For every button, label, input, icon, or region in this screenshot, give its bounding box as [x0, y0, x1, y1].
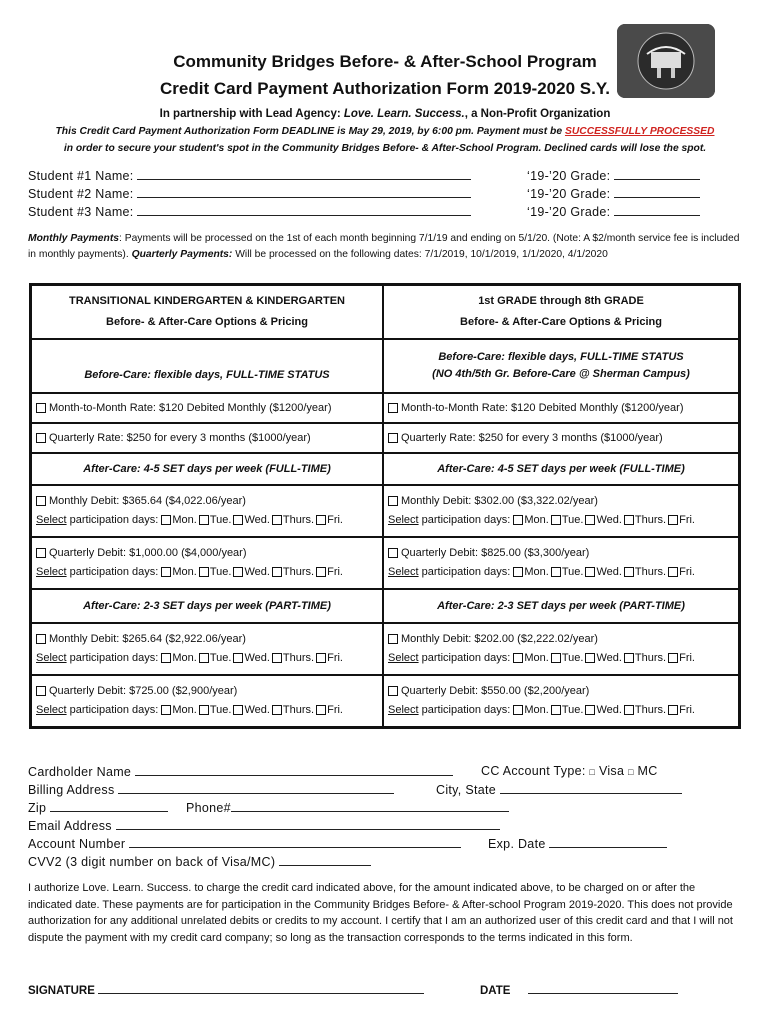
- day-option-fri[interactable]: [668, 704, 695, 716]
- participation-days-label: participation days:: [66, 514, 162, 526]
- day-label: Thurs.: [634, 566, 667, 578]
- zip-row[interactable]: [28, 800, 168, 815]
- day-option-mon[interactable]: [161, 652, 196, 664]
- day-option-tue[interactable]: [551, 566, 584, 578]
- day-label: Tue.: [561, 652, 584, 664]
- tk-k-month-to-month-option[interactable]: [31, 393, 384, 423]
- day-label: Thurs.: [634, 704, 667, 716]
- account-number-field[interactable]: [129, 836, 461, 848]
- student-2-row[interactable]: [28, 186, 471, 201]
- day-option-thurs[interactable]: [624, 652, 666, 664]
- day-option-mon[interactable]: [513, 514, 548, 526]
- day-option-tue[interactable]: [199, 652, 232, 664]
- grade-1-8-ft-monthly-label: Monthly Debit: $302.00 ($3,322.02/year): [401, 495, 598, 507]
- visa-checkbox-icon[interactable]: □: [589, 767, 596, 777]
- checkbox-icon[interactable]: [585, 705, 595, 715]
- city-state-label: City, State: [436, 783, 497, 797]
- day-label: Wed.: [244, 566, 270, 578]
- select-link: Select: [36, 514, 67, 526]
- checkbox-icon[interactable]: [668, 705, 678, 715]
- cardholder-name-field[interactable]: [135, 764, 453, 776]
- days-selector[interactable]: [36, 563, 378, 582]
- community-bridges-logo: [617, 24, 715, 98]
- days-selector[interactable]: [388, 563, 734, 582]
- checkbox-icon[interactable]: [668, 515, 678, 525]
- day-option-mon[interactable]: [513, 704, 548, 716]
- checkbox-icon[interactable]: [551, 567, 561, 577]
- checkbox-icon[interactable]: [388, 548, 398, 558]
- participation-days-label: participation days:: [418, 514, 514, 526]
- participation-days-label: participation days:: [418, 566, 514, 578]
- payments-note: [28, 231, 740, 263]
- checkbox-icon[interactable]: [551, 653, 561, 663]
- day-label: Fri.: [327, 566, 343, 578]
- student-3-label: Student #3 Name:: [28, 205, 134, 219]
- cvv-label: CVV2 (3 digit number on back of Visa/MC): [28, 855, 276, 869]
- participation-days-label: participation days:: [66, 566, 162, 578]
- partnership-prefix: In partnership with Lead Agency:: [159, 108, 344, 120]
- day-label: Mon.: [524, 704, 549, 716]
- grade-1-8-pt-monthly-option[interactable]: [383, 623, 740, 675]
- student-2-label: Student #2 Name:: [28, 187, 134, 201]
- day-option-mon[interactable]: [161, 514, 196, 526]
- checkbox-icon[interactable]: [36, 496, 46, 506]
- checkbox-icon[interactable]: [624, 705, 634, 715]
- day-label: Tue.: [561, 704, 584, 716]
- checkbox-icon[interactable]: [513, 705, 523, 715]
- days-selector[interactable]: [388, 701, 734, 720]
- grade-1-8-ft-monthly-option[interactable]: [383, 485, 740, 537]
- checkbox-icon[interactable]: [199, 705, 209, 715]
- tk-k-ft-monthly-option[interactable]: [31, 485, 384, 537]
- checkbox-icon[interactable]: [272, 653, 282, 663]
- checkbox-icon[interactable]: [233, 515, 243, 525]
- day-option-wed[interactable]: [585, 514, 621, 526]
- checkbox-icon[interactable]: [161, 705, 171, 715]
- day-option-fri[interactable]: [316, 652, 343, 664]
- tk-k-month-to-month-label: Month-to-Month Rate: $120 Debited Monthly ($1200/year): [49, 402, 332, 414]
- select-link: Select: [388, 704, 419, 716]
- day-label: Wed.: [596, 514, 622, 526]
- tk-k-before-care-header: [31, 339, 384, 393]
- checkbox-icon[interactable]: [388, 403, 398, 413]
- day-label: Fri.: [327, 652, 343, 664]
- zip-field[interactable]: [50, 800, 168, 812]
- grade-1-8-month-to-month-label: Month-to-Month Rate: $120 Debited Monthly ($1200/year): [401, 402, 684, 414]
- checkbox-icon[interactable]: [624, 567, 634, 577]
- grade-1-8-before-care-header: [383, 339, 740, 393]
- day-label: Fri.: [327, 704, 343, 716]
- grade-1-8-before-care-note: (NO 4th/5th Gr. Before-Care @ Sherman Campus): [432, 368, 690, 380]
- day-option-tue[interactable]: [199, 514, 232, 526]
- student-1-name-field[interactable]: [137, 168, 471, 180]
- student-1-grade[interactable]: [527, 168, 700, 183]
- checkbox-icon[interactable]: [161, 515, 171, 525]
- account-number-row[interactable]: [28, 836, 461, 851]
- day-label: Mon.: [524, 652, 549, 664]
- monthly-payments-text: : Payments will be processed on the 1st of each month beginning 7/1/19 and ending on 5/1/20. (Note: A $2/month service fee is included in monthly payments).: [28, 233, 740, 260]
- day-option-fri[interactable]: [668, 514, 695, 526]
- city-state-row[interactable]: [436, 782, 682, 797]
- day-option-wed[interactable]: [585, 652, 621, 664]
- billing-address-label: Billing Address: [28, 783, 115, 797]
- day-option-mon[interactable]: [513, 566, 548, 578]
- grade-1-8-quarterly-option[interactable]: [383, 423, 740, 453]
- checkbox-icon[interactable]: [624, 653, 634, 663]
- day-option-tue[interactable]: [551, 514, 584, 526]
- deadline-text: This Credit Card Payment Authorization Form DEADLINE is May 29, 2019, by 6:00 pm. Payment must be: [55, 126, 565, 137]
- day-label: Thurs.: [634, 652, 667, 664]
- tk-k-before-care-label: Before-Care: flexible days, FULL-TIME STATUS: [84, 369, 330, 381]
- grade-1-8-ft-quarterly-option[interactable]: [383, 537, 740, 589]
- checkbox-icon[interactable]: [388, 634, 398, 644]
- checkbox-icon[interactable]: [551, 515, 561, 525]
- partnership-suffix: , a Non-Profit Organization: [464, 108, 611, 120]
- signature-row[interactable]: [28, 982, 424, 997]
- partnership-agency: Love. Learn. Success.: [343, 108, 465, 120]
- day-label: Wed.: [244, 704, 270, 716]
- day-label: Fri.: [327, 514, 343, 526]
- day-option-fri[interactable]: [668, 566, 695, 578]
- date-row[interactable]: [480, 982, 678, 997]
- day-label: Mon.: [172, 652, 197, 664]
- city-state-field[interactable]: [500, 782, 682, 794]
- tk-k-full-time-header: After-Care: 4-5 SET days per week (FULL-TIME): [31, 453, 384, 485]
- checkbox-icon[interactable]: [233, 567, 243, 577]
- grade-1-8-header: [383, 285, 740, 340]
- student-3-row[interactable]: [28, 204, 471, 219]
- day-option-thurs[interactable]: [624, 514, 666, 526]
- day-option-tue[interactable]: [199, 704, 232, 716]
- checkbox-icon[interactable]: [199, 653, 209, 663]
- student-3-name-field[interactable]: [137, 204, 471, 216]
- form-title-line2: Credit Card Payment Authorization Form 2019-2020 S.Y.: [160, 79, 610, 98]
- checkbox-icon[interactable]: [668, 567, 678, 577]
- select-link: Select: [36, 566, 67, 578]
- email-field[interactable]: [116, 818, 500, 830]
- quarterly-payments-label: Quarterly Payments:: [131, 249, 233, 260]
- day-label: Thurs.: [282, 514, 315, 526]
- day-option-wed[interactable]: [585, 566, 621, 578]
- day-label: Wed.: [244, 652, 270, 664]
- day-option-tue[interactable]: [199, 566, 232, 578]
- checkbox-icon[interactable]: [316, 705, 326, 715]
- day-label: Tue.: [209, 704, 232, 716]
- zip-label: Zip: [28, 801, 47, 815]
- tk-k-ft-quarterly-label: Quarterly Debit: $1,000.00 ($4,000/year): [49, 547, 247, 559]
- day-option-mon[interactable]: [161, 704, 196, 716]
- quarterly-payments-text: Will be processed on the following dates: 7/1/2019, 10/1/2019, 1/1/2020, 4/1/2020: [232, 249, 608, 260]
- day-option-wed[interactable]: [233, 652, 269, 664]
- day-label: Thurs.: [634, 514, 667, 526]
- select-link: Select: [388, 652, 419, 664]
- day-label: Mon.: [524, 514, 549, 526]
- tk-k-header-subtitle: Before- & After-Care Options & Pricing: [106, 316, 308, 328]
- student-3-grade-field[interactable]: [614, 204, 700, 216]
- day-option-fri[interactable]: [316, 566, 343, 578]
- checkbox-icon[interactable]: [161, 653, 171, 663]
- day-option-mon[interactable]: [513, 652, 548, 664]
- day-label: Fri.: [679, 652, 695, 664]
- tk-k-pt-quarterly-option[interactable]: [31, 675, 384, 728]
- tk-k-pt-monthly-label: Monthly Debit: $265.64 ($2,922.06/year): [49, 633, 246, 645]
- checkbox-icon[interactable]: [36, 548, 46, 558]
- day-option-fri[interactable]: [316, 514, 343, 526]
- day-label: Wed.: [596, 704, 622, 716]
- date-label: DATE: [480, 985, 511, 997]
- billing-address-field[interactable]: [118, 782, 394, 794]
- billing-address-row[interactable]: [28, 782, 394, 797]
- signature-label: SIGNATURE: [28, 985, 95, 997]
- day-label: Tue.: [209, 652, 232, 664]
- days-selector[interactable]: [36, 701, 378, 720]
- day-label: Mon.: [172, 514, 197, 526]
- select-link: Select: [36, 704, 67, 716]
- day-label: Wed.: [596, 652, 622, 664]
- checkbox-icon[interactable]: [388, 496, 398, 506]
- day-label: Mon.: [524, 566, 549, 578]
- checkbox-icon[interactable]: [388, 686, 398, 696]
- checkbox-icon[interactable]: [668, 653, 678, 663]
- day-label: Thurs.: [282, 566, 315, 578]
- deadline-emphasis: SUCCESSFULLY PROCESSED: [564, 126, 715, 137]
- tk-k-header: [31, 285, 384, 340]
- day-option-thurs[interactable]: [272, 652, 314, 664]
- checkbox-icon[interactable]: [513, 567, 523, 577]
- checkbox-icon[interactable]: [513, 653, 523, 663]
- select-link: Select: [388, 566, 419, 578]
- day-label: Fri.: [679, 704, 695, 716]
- participation-days-label: participation days:: [418, 652, 514, 664]
- grade-1-8-before-care-label: Before-Care: flexible days, FULL-TIME STATUS: [438, 351, 684, 363]
- exp-date-row[interactable]: [488, 836, 667, 851]
- day-label: Wed.: [244, 514, 270, 526]
- cardholder-label: Cardholder Name: [28, 765, 132, 779]
- student-1-grade-label: ‘19-’20 Grade:: [527, 169, 611, 183]
- checkbox-icon[interactable]: [316, 567, 326, 577]
- day-option-thurs[interactable]: [272, 514, 314, 526]
- email-row[interactable]: [28, 818, 500, 833]
- tk-k-part-time-header: After-Care: 2-3 SET days per week (PART-TIME): [31, 589, 384, 623]
- tk-k-ft-monthly-label: Monthly Debit: $365.64 ($4,022.06/year): [49, 495, 246, 507]
- day-label: Tue.: [209, 514, 232, 526]
- day-label: Tue.: [561, 514, 584, 526]
- day-option-fri[interactable]: [316, 704, 343, 716]
- form-title-line1: Community Bridges Before- & After-School Program: [173, 52, 597, 71]
- student-2-grade-label: ‘19-’20 Grade:: [527, 187, 611, 201]
- day-option-wed[interactable]: [233, 704, 269, 716]
- day-option-tue[interactable]: [551, 704, 584, 716]
- participation-days-label: participation days:: [418, 704, 514, 716]
- checkbox-icon[interactable]: [233, 705, 243, 715]
- phone-label: Phone#: [186, 801, 231, 815]
- checkbox-icon[interactable]: [199, 567, 209, 577]
- checkbox-icon[interactable]: [388, 433, 398, 443]
- days-selector[interactable]: [388, 649, 734, 668]
- tk-k-quarterly-label: Quarterly Rate: $250 for every 3 months ($1000/year): [49, 432, 311, 444]
- grade-1-8-quarterly-label: Quarterly Rate: $250 for every 3 months ($1000/year): [401, 432, 663, 444]
- day-option-mon[interactable]: [161, 566, 196, 578]
- date-field[interactable]: [528, 982, 678, 994]
- checkbox-icon[interactable]: [624, 515, 634, 525]
- checkbox-icon[interactable]: [585, 567, 595, 577]
- cvv-row[interactable]: [28, 854, 371, 869]
- phone-field[interactable]: [231, 800, 509, 812]
- student-2-name-field[interactable]: [137, 186, 471, 198]
- tk-k-pt-quarterly-label: Quarterly Debit: $725.00 ($2,900/year): [49, 685, 238, 697]
- days-selector[interactable]: [388, 511, 734, 530]
- tk-k-header-title: TRANSITIONAL KINDERGARTEN & KINDERGARTEN: [68, 295, 346, 307]
- day-option-fri[interactable]: [668, 652, 695, 664]
- day-option-thurs[interactable]: [272, 566, 314, 578]
- day-label: Fri.: [679, 514, 695, 526]
- day-option-wed[interactable]: [585, 704, 621, 716]
- student-3-grade[interactable]: [527, 204, 700, 219]
- student-1-grade-field[interactable]: [614, 168, 700, 180]
- exp-date-field[interactable]: [549, 836, 667, 848]
- checkbox-icon[interactable]: [316, 515, 326, 525]
- day-label: Fri.: [679, 566, 695, 578]
- day-option-wed[interactable]: [233, 566, 269, 578]
- day-label: Tue.: [209, 566, 232, 578]
- day-option-tue[interactable]: [551, 652, 584, 664]
- checkbox-icon[interactable]: [316, 653, 326, 663]
- day-option-wed[interactable]: [233, 514, 269, 526]
- days-selector[interactable]: [36, 649, 378, 668]
- checkbox-icon[interactable]: [199, 515, 209, 525]
- checkbox-icon[interactable]: [36, 634, 46, 644]
- day-label: Tue.: [561, 566, 584, 578]
- monthly-payments-label: Monthly Payments: [28, 233, 119, 244]
- tk-k-ft-quarterly-option[interactable]: [31, 537, 384, 589]
- checkbox-icon[interactable]: [36, 433, 46, 443]
- deadline-line1: [0, 126, 770, 137]
- student-2-grade-field[interactable]: [614, 186, 700, 198]
- grade-1-8-pt-monthly-label: Monthly Debit: $202.00 ($2,222.02/year): [401, 633, 598, 645]
- email-label: Email Address: [28, 819, 112, 833]
- select-link: Select: [388, 514, 419, 526]
- day-label: Mon.: [172, 704, 197, 716]
- phone-row[interactable]: [186, 800, 509, 815]
- exp-date-label: Exp. Date: [488, 837, 546, 851]
- cc-type-row[interactable]: [481, 764, 658, 778]
- participation-days-label: participation days:: [66, 704, 162, 716]
- day-option-thurs[interactable]: [624, 704, 666, 716]
- days-selector[interactable]: [36, 511, 378, 530]
- tk-k-quarterly-option[interactable]: [31, 423, 384, 453]
- deadline-line2: in order to secure your student's spot in the Community Bridges Before- & After-School Program. Declined cards will lose the spot.: [63, 143, 707, 154]
- day-label: Wed.: [596, 566, 622, 578]
- grade-1-8-month-to-month-option[interactable]: [383, 393, 740, 423]
- grade-1-8-part-time-header: After-Care: 2-3 SET days per week (PART-TIME): [383, 589, 740, 623]
- grade-1-8-pt-quarterly-option[interactable]: [383, 675, 740, 728]
- participation-days-label: participation days:: [66, 652, 162, 664]
- cc-type-label: CC Account Type:: [481, 764, 590, 778]
- grade-1-8-full-time-header: After-Care: 4-5 SET days per week (FULL-TIME): [383, 453, 740, 485]
- mc-checkbox-icon[interactable]: □: [628, 767, 634, 777]
- checkbox-icon[interactable]: [513, 515, 523, 525]
- day-label: Mon.: [172, 566, 197, 578]
- select-link: Select: [36, 652, 67, 664]
- cvv-field[interactable]: [279, 854, 371, 866]
- visa-label: Visa: [598, 764, 625, 778]
- authorization-text: I authorize Love. Learn. Success. to charge the credit card indicated above, for the amount indicated above, to be charged on or after the indicated date. These payments are for participation in the Community Bridges Before- & After-school Program 2019-2020. This does not provide authorization for any additional unrelated debits or credits to my account. I certify that I am an authorized user of this credit card and that I will not dispute the payment with my credit card company; so long as the transaction corresponds to the terms indicated in this form.: [28, 882, 733, 945]
- signature-field[interactable]: [98, 982, 424, 994]
- checkbox-icon[interactable]: [272, 567, 282, 577]
- checkbox-icon[interactable]: [551, 705, 561, 715]
- account-number-label: Account Number: [28, 837, 126, 851]
- mc-label: MC: [637, 764, 658, 778]
- day-option-thurs[interactable]: [624, 566, 666, 578]
- cardholder-row[interactable]: [28, 764, 453, 779]
- grade-1-8-header-title: 1st GRADE through 8th GRADE: [478, 295, 644, 307]
- student-3-grade-label: ‘19-’20 Grade:: [527, 205, 611, 219]
- pricing-table: [29, 283, 741, 729]
- grade-1-8-header-subtitle: Before- & After-Care Options & Pricing: [460, 316, 662, 328]
- tk-k-pt-monthly-option[interactable]: [31, 623, 384, 675]
- checkbox-icon[interactable]: [36, 686, 46, 696]
- checkbox-icon[interactable]: [36, 403, 46, 413]
- grade-1-8-pt-quarterly-label: Quarterly Debit: $550.00 ($2,200/year): [401, 685, 590, 697]
- day-label: Thurs.: [282, 652, 315, 664]
- partnership-line: [0, 108, 770, 120]
- day-label: Thurs.: [282, 704, 315, 716]
- student-1-row[interactable]: [28, 168, 471, 183]
- checkbox-icon[interactable]: [233, 653, 243, 663]
- grade-1-8-ft-quarterly-label: Quarterly Debit: $825.00 ($3,300/year): [401, 547, 590, 559]
- checkbox-icon[interactable]: [272, 515, 282, 525]
- day-option-thurs[interactable]: [272, 704, 314, 716]
- student-2-grade[interactable]: [527, 186, 700, 201]
- checkbox-icon[interactable]: [272, 705, 282, 715]
- checkbox-icon[interactable]: [585, 515, 595, 525]
- checkbox-icon[interactable]: [585, 653, 595, 663]
- checkbox-icon[interactable]: [161, 567, 171, 577]
- student-1-label: Student #1 Name:: [28, 169, 134, 183]
